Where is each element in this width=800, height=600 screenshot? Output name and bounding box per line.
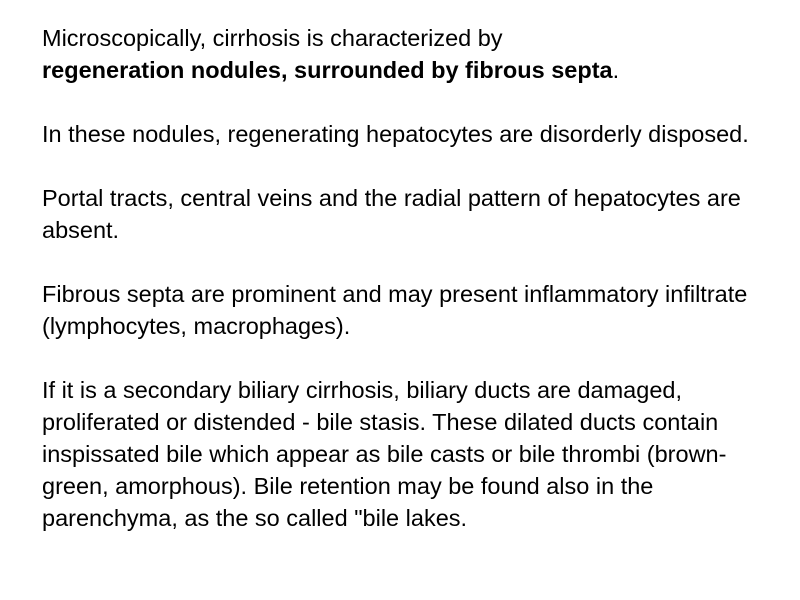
paragraph-cirrhosis-definition	[42, 22, 782, 86]
paragraph-portal-tracts: Portal tracts, central veins and the radial pattern of hepatocytes are absent.	[42, 185, 741, 243]
paragraph-biliary-cirrhosis: If it is a secondary biliary cirrhosis, biliary ducts are damaged, proliferated or distended - bile stasis. These dilated ducts contain inspissated bile which appear as bile casts or bile thrombi (brown-green, amorphous). Bile retention may be found also in the parenchyma, as the so called "bile lakes.	[42, 377, 727, 531]
definition-emphasis-text: regeneration nodules, surrounded by fibrous septa	[42, 57, 613, 83]
paragraph-nodules: In these nodules, regenerating hepatocytes are disorderly disposed.	[42, 121, 749, 147]
slide-content	[42, 22, 782, 534]
definition-period: .	[612, 57, 620, 83]
definition-intro-text: Microscopically, cirrhosis is characterized by	[42, 25, 503, 51]
paragraph-fibrous-septa: Fibrous septa are prominent and may present inflammatory infiltrate (lymphocytes, macrophages).	[42, 281, 748, 339]
